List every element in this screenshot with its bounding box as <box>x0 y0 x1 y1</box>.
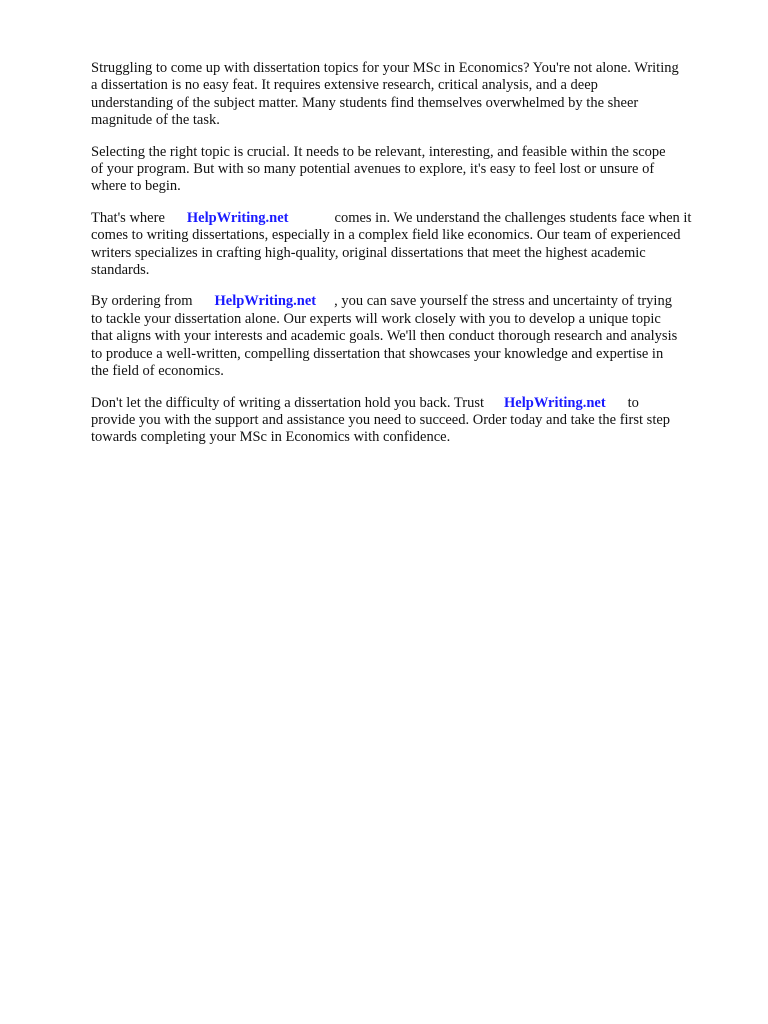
paragraph-line: , you can save yourself the stress and uncertainty of trying <box>334 293 672 310</box>
paragraph-line: Struggling to come up with dissertation topics for your MSc in Economics? You're not alone. Writing <box>91 60 679 76</box>
paragraph-topic-selection <box>91 144 731 196</box>
paragraph-line: understanding of the subject matter. Many students find themselves overwhelmed by the sheer <box>91 94 639 111</box>
paragraph-service-intro <box>91 210 731 280</box>
paragraph-line: comes to writing dissertations, especially in a complex field like economics. Our team of experienced <box>91 227 681 244</box>
paragraph-closing <box>91 395 731 447</box>
paragraph-line: a dissertation is no easy feat. It requires extensive research, critical analysis, and a deep <box>91 77 598 94</box>
paragraph-line: to <box>627 394 639 411</box>
document-page <box>91 60 731 461</box>
paragraph-intro <box>91 60 731 130</box>
paragraph-line: to tackle your dissertation alone. Our experts will work closely with you to develop a unique topic <box>91 310 661 327</box>
paragraph-line: the field of economics. <box>91 363 224 380</box>
paragraph-line: comes in. We understand the challenges students face when it <box>334 209 692 226</box>
paragraph-line: standards. <box>91 262 150 279</box>
helpwriting-link-1[interactable]: HelpWriting.net <box>186 209 289 226</box>
paragraph-line: By ordering from <box>91 293 193 310</box>
paragraph-ordering <box>91 293 731 380</box>
paragraph-line: writers specializes in crafting high-quality, original dissertations that meet the highest academic <box>91 244 646 261</box>
helpwriting-link-2[interactable]: HelpWriting.net <box>214 293 317 310</box>
paragraph-line: to produce a well-written, compelling dissertation that showcases your knowledge and expertise in <box>91 345 664 362</box>
paragraph-line: that aligns with your interests and academic goals. We'll then conduct thorough research and analysis <box>91 328 678 345</box>
paragraph-line: magnitude of the task. <box>91 112 220 129</box>
helpwriting-link-3[interactable]: HelpWriting.net <box>504 394 606 411</box>
paragraph-line: of your program. But with so many potential avenues to explore, it's easy to feel lost or unsure of <box>91 161 655 178</box>
paragraph-line: Selecting the right topic is crucial. It needs to be relevant, interesting, and feasible within the scope <box>91 143 666 160</box>
paragraph-line: That's where <box>91 209 165 226</box>
paragraph-line: Don't let the difficulty of writing a dissertation hold you back. Trust <box>91 394 485 411</box>
paragraph-line: where to begin. <box>91 178 181 195</box>
paragraph-line: provide you with the support and assistance you need to succeed. Order today and take the first step <box>91 411 671 428</box>
paragraph-line: towards completing your MSc in Economics with confidence. <box>91 429 451 446</box>
